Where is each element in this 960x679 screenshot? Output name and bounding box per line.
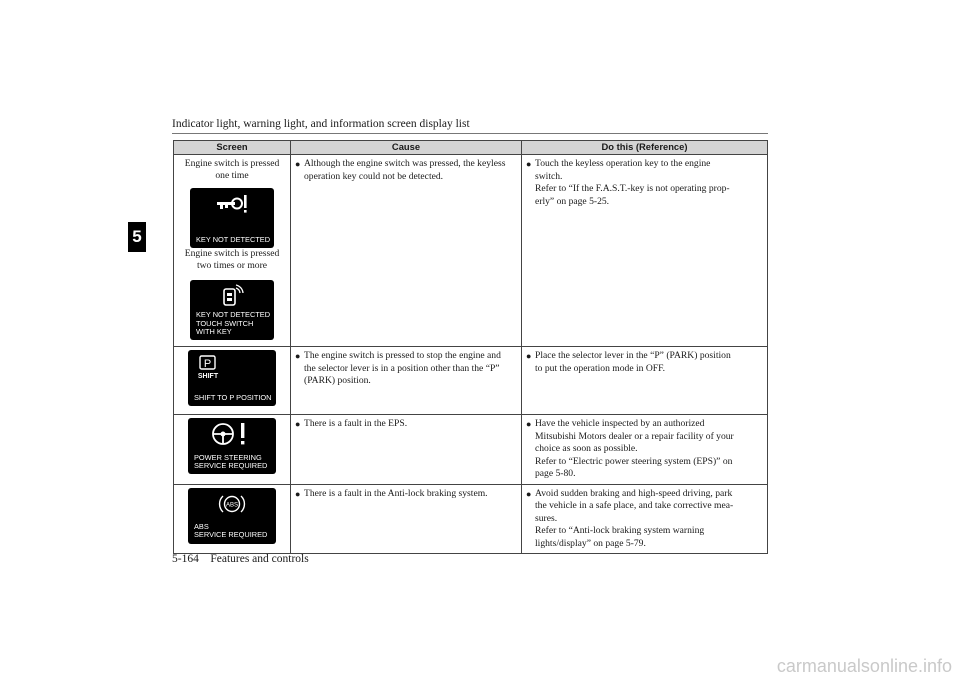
table-row <box>174 155 768 347</box>
action-cell: ● Place the selector lever in the “P” (PARK) position to put the operation mode in OFF. <box>522 347 768 415</box>
svg-text:P: P <box>203 358 212 370</box>
steering-warning-icon <box>210 421 254 447</box>
display-abs <box>188 488 276 544</box>
cause-cell: ● There is a fault in the EPS. <box>291 415 522 485</box>
action-cell: ● Touch the keyless operation key to the engine switch. Refer to “If the F.A.S.T.-key is not operating prop- erly” on page 5-25. <box>522 155 768 347</box>
display-touch-switch <box>190 280 274 340</box>
cause-cell: ● Although the engine switch was pressed, the keyless operation key could not be detected. <box>291 155 522 347</box>
bullet-icon: ● <box>526 419 532 429</box>
bullet-icon: ● <box>295 488 301 499</box>
abs-icon <box>217 492 247 516</box>
cause-cell: ● The engine switch is pressed to stop the engine and the selector lever is in a position other than the “P” (PARK) position. <box>291 347 522 415</box>
indicator-table <box>173 140 768 554</box>
screen-label: Engine switch is pressed two times or more <box>184 248 280 271</box>
bullet-icon: ● <box>526 488 532 499</box>
column-header-action: Do this (Reference) <box>522 141 768 155</box>
display-shift-to-p <box>188 350 276 406</box>
shift-p-icon <box>194 355 222 381</box>
header-rule <box>172 133 768 134</box>
column-header-cause: Cause <box>291 141 522 155</box>
page-footer <box>172 553 309 565</box>
svg-text:SHIFT: SHIFT <box>197 373 219 380</box>
key-not-detected-icon <box>215 193 249 215</box>
table-row <box>174 484 768 554</box>
watermark: carmanualsonline.info <box>776 656 952 676</box>
bullet-icon: ● <box>526 351 532 361</box>
table-row <box>174 347 768 415</box>
bullet-icon: ● <box>295 351 301 361</box>
display-text: KEY NOT DETECTED <box>196 234 271 244</box>
screen-cell <box>174 415 291 485</box>
table-row <box>174 415 768 485</box>
display-power-steering <box>188 418 276 474</box>
page-header-title: Indicator light, warning light, and information screen display list <box>172 118 470 130</box>
page-number: 5-164 <box>172 553 199 565</box>
display-text: KEY NOT DETECTED TOUCH SWITCH WITH KEY <box>196 310 271 336</box>
key-touch-icon <box>220 284 244 308</box>
display-text: ABS SERVICE REQUIRED <box>194 522 268 540</box>
section-name: Features and controls <box>210 553 309 565</box>
display-text: POWER STEERING SERVICE REQUIRED <box>194 452 268 470</box>
svg-text:ABS: ABS <box>225 502 239 508</box>
screen-label: Engine switch is pressed one time <box>184 158 280 181</box>
bullet-icon: ● <box>295 419 301 429</box>
display-text: SHIFT TO P POSITION <box>194 392 272 402</box>
chapter-tab: 5 <box>128 222 146 252</box>
display-key-not-detected <box>190 188 274 248</box>
screen-cell <box>174 155 291 347</box>
bullet-icon: ● <box>526 159 532 169</box>
action-cell: ● Avoid sudden braking and high-speed driving, park the vehicle in a safe place, and take corrective mea- sures. Refer to “Anti-lock braking system warning lights/display” on page 5-79. <box>522 484 768 554</box>
column-header-screen: Screen <box>174 141 291 155</box>
bullet-icon: ● <box>295 159 301 169</box>
table-header-row <box>174 141 768 155</box>
cause-cell: ● There is a fault in the Anti-lock braking system. <box>291 484 522 554</box>
action-cell: ● Have the vehicle inspected by an authorized Mitsubishi Motors dealer or a repair facility of your choice as soon as possible. Refer to “Electric power steering system (EPS)” on page 5-80. <box>522 415 768 485</box>
screen-cell <box>174 347 291 415</box>
screen-cell <box>174 484 291 554</box>
